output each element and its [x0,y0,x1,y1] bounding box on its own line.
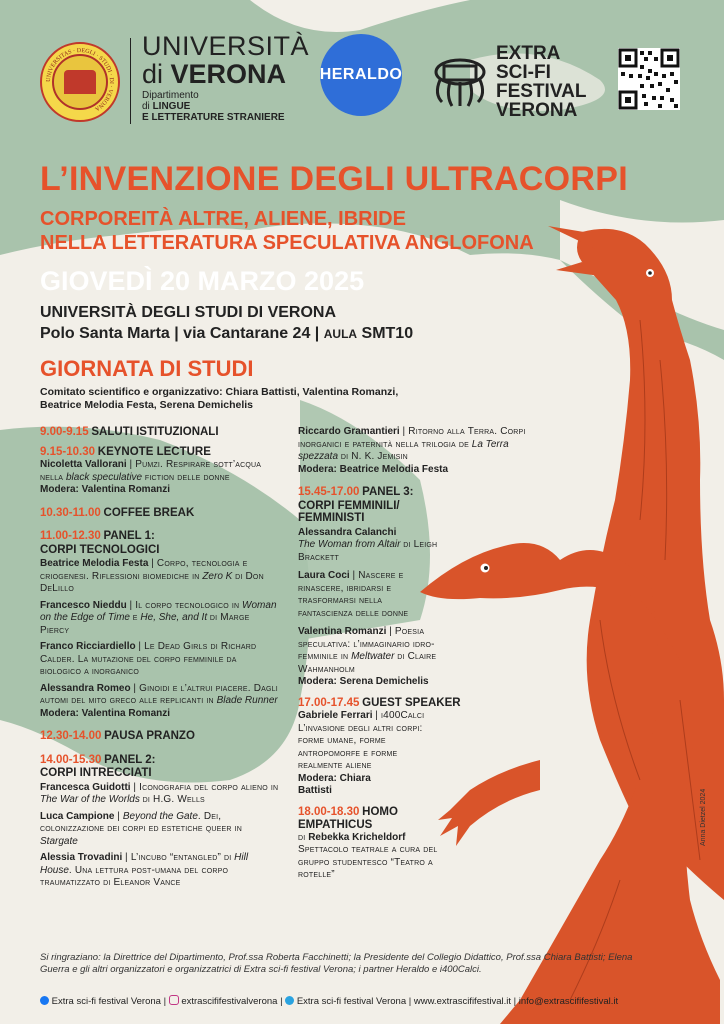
program-text: | Pumzi. Respirare sott’acqua nella [40,459,262,483]
slot-time: 11.00-12.30 [40,530,101,542]
program-text [40,754,280,768]
dept-line1: Dipartimento [142,90,199,101]
festival-logo-text [496,44,586,120]
speaker-name: Alessandra Romeo [40,682,131,694]
slot-panel1 [40,530,280,720]
program-text: | Corpo, tecnologia e criogenesi. Riflessioni biomediche in [40,558,248,582]
program-text: | Nascere e rinascere, ibridarsi e trasformarsi nella fantascienza delle donne [298,570,409,619]
thanks-note: Si ringraziano: la Direttrice del Dipartimento, Prof.ssa Roberta Facchinetti; la Presidente del Collegio Didattico, Prof.ssa Chiara Battisti; Elena Guerra e gli altri organizzatori e organizzatrici di Extra sci-fi festival Verona; i partner Heraldo e i400Calci. [40,952,633,975]
slot-time: 14.00-15.30 [40,753,102,766]
facebook-icon[interactable] [40,996,49,1005]
venue-address: Polo Santa Marta | via Cantarane 24 | [40,325,320,342]
committee-line1: Comitato scientifico e organizzativo: Chiara Battisti, Valentina Romanzi, [40,386,399,398]
slot-title: CORPI FEMMINILI/ [298,499,400,512]
program-text: L’invasione degli altri corpi: forme umane, forme antropomorfe e forme realmente aliene [298,722,423,771]
slot-time: 18.00-18.30 [298,805,360,818]
slot-saluti [40,426,280,440]
slot-time: 9.15-10.30 [40,445,95,458]
slot-gramantieri [298,426,538,476]
slot-title: CORPI TECNOLOGICI [40,543,160,556]
program-text: | Ginoidi e l’altrui piacere. Dagli automi del mito greco alle replicanti in [40,682,278,706]
program-text: | i400Calci [375,710,425,721]
slot-homo-empathicus [298,806,458,882]
festival-line-2: SCI-FI [496,62,551,83]
venue-line1: UNIVERSITÀ DEGLI STUDI DI VERONA [40,304,337,321]
dept-lingue: LINGUE [152,101,191,112]
instagram-icon[interactable] [169,995,179,1005]
program-text: e [132,612,138,623]
program-text: fiction delle donne [144,471,230,483]
venue-aula-label: AULA [323,327,358,341]
slot-time: 9.00-9.15 [40,426,89,438]
program-text [40,530,280,544]
slot-title: SALUTI ISTITUZIONALI [91,426,219,438]
work-title: Zero K [202,570,233,582]
program-text: di Claire Wahmanholm [298,651,437,675]
work-title: Blade Runner [216,695,278,706]
slot-title: KEYNOTE LECTURE [97,445,211,458]
program-text: di [298,831,306,843]
program-text [298,527,468,565]
speaker-name: Nicoletta Vallorani [40,459,127,470]
speaker-name: Valentina Romanzi [298,626,387,637]
dept-di: di [142,101,150,112]
program-text: di Leigh Brackett [298,539,438,563]
slot-time: 10.30-11.00 [40,506,101,519]
speaker-name: Franco Ricciardiello [40,641,136,652]
work-title: black speculative [65,471,143,483]
speaker-name: Alessia Trovadini [40,852,123,863]
slot-title: GUEST SPEAKER [362,696,461,709]
program-text [40,600,280,638]
subtitle-line2: NELLA LETTERATURA SPECULATIVA ANGLOFONA [40,232,534,254]
svg-text:UNIVERSITAS · DEGLI · STUDI ·: UNIVERSITAS · DEGLI · STUDI · DI · VERONA [45,47,115,112]
slot-title: CORPI INTRECCIATI [40,767,152,779]
speaker-name: Riccardo Gramantieri [298,426,400,437]
speaker-name: Laura Coci [298,570,350,581]
speaker-name: Modera: Chiara [298,772,371,784]
program-text: di H.G. Wells [142,794,205,805]
artist-credit: Anna Dietzel 2024 [700,788,707,846]
program-text [298,570,418,620]
program-text [40,446,280,460]
univ-verona: VERONA [170,59,287,89]
program-text: . Dei, colonizzazione dei corpi ed estetiche queer in [40,810,243,834]
program-text: | [117,810,121,822]
event-date: GIOVEDÌ 20 MARZO 2025 [40,266,365,296]
separator: | [280,996,286,1007]
slot-time: 12.30-14.00 [40,730,102,742]
speaker-name: Beatrice Melodia Festa [40,558,149,569]
subtitle-line1: CORPOREITÀ ALTRE, ALIENE, IBRIDE [40,208,406,230]
program-text [298,696,461,711]
program-text [298,486,468,500]
program-text: di Don DeLillo [40,570,264,594]
slot-time: 15.45-17.00 [298,486,360,498]
slot-title: HOMO [362,805,398,818]
program-text: di N. K. Jemisin [340,451,408,462]
instagram-link[interactable]: extrascififestivalverona [181,996,278,1007]
program-text [40,782,280,807]
work-title: The Woman from Altair [298,539,401,550]
slot-panel2 [40,754,280,890]
program-text [40,852,280,890]
speaker-name: Alessandra Calanchi [298,526,397,538]
qr-code-icon[interactable] [618,48,680,110]
work-title: Beyond the Gate [122,810,198,822]
program-left-column [40,426,280,896]
program-text: . Una lettura post-umana del corpo traumatizzato di Eleanor Vance [40,864,229,888]
work-title: He, She, and It [140,612,208,623]
speaker-name: Modera: Valentina Romanzi [40,707,171,719]
slot-title: COFFEE BREAK [103,506,195,519]
program-text [298,426,538,464]
program-text [40,641,280,679]
slot-title: PANEL 2: [104,753,156,766]
speaker-name: Francesco Nieddu [40,599,127,611]
telegram-icon[interactable] [285,996,294,1005]
work-title: Meltwater [351,651,395,662]
email-link[interactable]: info@extrascififestival.it [518,996,619,1007]
festival-line-1: EXTRA [496,43,561,64]
slot-title: PANEL 3: [362,486,414,498]
seal-ring-text [42,44,118,120]
slot-guest [298,696,461,798]
facebook-link[interactable]: Extra sci-fi festival Verona [51,996,161,1007]
program-text: di Marge Piercy [40,612,250,636]
venue-aula: SMT10 [361,325,414,342]
speaker-name: Modera: Valentina Romanzi [40,484,171,495]
speaker-name: Gabriele Ferrari [298,710,373,721]
speaker-name: Rebekka Kricheldorf [308,831,406,843]
slot-time: 17.00-17.45 [298,696,360,709]
slot-title: FEMMINISTI [298,512,365,524]
program-text [298,626,468,676]
separator: | [163,996,169,1007]
program-text: | Poesia speculativa: l’immaginario idro-femminile in [298,626,435,662]
slot-title: PAUSA PRANZO [104,730,195,742]
separator: | [408,996,414,1007]
slot-panel3 [298,486,468,689]
program-text: | Iconografia del corpo alieno in [133,781,279,793]
work-title: The War of the Worlds [40,794,140,805]
main-title: L’INVENZIONE DEGLI ULTRACORPI [40,160,628,198]
univ-line1: UNIVERSITÀ [142,31,310,61]
separator: | [513,996,519,1007]
university-seal [40,42,120,122]
work-title: Stargate [40,835,78,847]
speaker-name: Francesca Guidotti [40,781,131,793]
work-title: Hill House [40,852,249,876]
website-link[interactable]: www.extrascififestival.it [413,996,512,1007]
work-title: Woman on the Edge of Time [40,599,277,623]
program-text [40,811,280,849]
venue-line2 [40,325,413,343]
slot-title: PANEL 1: [103,530,155,542]
dept-line3: E LETTERATURE STRANIERE [142,112,285,123]
program-text: Spettacolo teatrale a cura del gruppo studentesco “Teatro a rotelle” [298,844,438,880]
univ-di: di [142,59,164,89]
slot-title: EMPATHICUS [298,819,373,831]
program-text [40,558,280,596]
committee-line2: Beatrice Melodia Festa, Serena Demichelis [40,399,254,411]
speaker-name: Modera: Serena Demichelis [298,676,429,687]
slot-keynote [40,446,280,497]
heraldo-logo [320,34,402,116]
heraldo-text: HERALDO [319,66,403,83]
festival-line-3: FESTIVAL [496,81,587,102]
university-logo-text [142,32,309,123]
program-text [298,832,458,845]
section-title: GIORNATA DI STUDI [40,356,254,381]
slot-coffee [40,507,280,521]
program-text: | Le Dead Girls di Richard Calder. La mutazione del corpo femminile da biologico a inorganico [40,641,257,677]
telegram-link[interactable]: Extra sci-fi festival Verona [296,996,407,1007]
program-text [40,459,280,484]
committee [40,386,398,412]
program-text: | Ritorno alla Terra. Corpi inorganici e paternità nella trilogia de [298,426,526,450]
festival-alien-icon [430,46,490,110]
footer-contacts [40,995,700,1007]
work-title: La Terra spezzata [298,438,509,462]
festival-line-4: VERONA [496,100,578,121]
header-divider [130,38,131,124]
speaker-name: Battisti [298,785,332,796]
program-text [298,806,458,820]
program-text: | L’incubo “entangled” di [125,852,232,863]
speaker-name: Modera: Beatrice Melodia Festa [298,463,449,475]
slot-lunch [40,730,280,744]
program-text [298,710,428,723]
program-text: | Il corpo tecnologico in [129,599,240,611]
program-text [40,683,280,708]
speaker-name: Luca Campione [40,810,115,822]
program-right-column [298,426,538,888]
